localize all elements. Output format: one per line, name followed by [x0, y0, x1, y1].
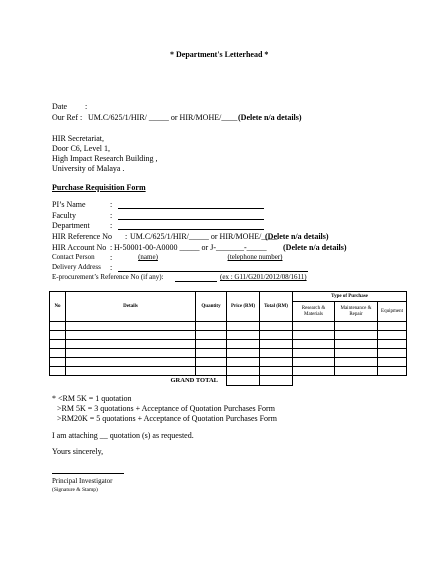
header-total: Total (RM) [260, 292, 293, 322]
grand-total-cell[interactable] [260, 376, 293, 386]
purchase-table [49, 291, 407, 386]
faculty-label: Faculty [52, 211, 76, 220]
contact-name[interactable]: (name) [138, 253, 158, 261]
pi-name-colon: : [110, 200, 113, 209]
quotation-rule-3: >RM20K = 5 quotations + Acceptance of Quotation Purchases Form [57, 414, 277, 423]
eproc-example: (ex : G11/G201/2012/08/1611) [220, 273, 307, 281]
date-label: Date [52, 102, 68, 111]
hir-ref-note: (Delete n/a details) [265, 232, 329, 241]
hir-ref-label: HIR Reference No [52, 232, 112, 241]
signature-note: (Signature & Stamp) [52, 487, 98, 493]
header-quantity: Quantity [196, 292, 227, 322]
form-title: Purchase Requisition Form [52, 183, 146, 192]
table-row[interactable] [50, 358, 407, 367]
date-colon: : [85, 102, 88, 111]
closing-text: Yours sincerely, [52, 447, 104, 456]
signatory-title: Principal Investigator [52, 477, 113, 485]
header-details: Details [66, 292, 196, 322]
header-no: No [50, 292, 66, 322]
delivery-colon: : [110, 263, 113, 272]
attaching-text: I am attaching __ quotation (s) as requested. [52, 431, 194, 440]
department-line[interactable] [118, 229, 264, 230]
address-line-4: University of Malaya . [52, 164, 125, 173]
letterhead-title: * Department's Letterhead * [170, 50, 269, 59]
table-row[interactable] [50, 340, 407, 349]
contact-colon: : [110, 253, 113, 262]
delivery-label: Delivery Address [52, 263, 101, 271]
pi-name-line[interactable] [118, 208, 264, 209]
ref-label: Our Ref [52, 113, 78, 122]
pi-name-label: PI’s Name [52, 200, 86, 209]
table-row[interactable] [50, 367, 407, 376]
header-equipment: Equipment [378, 302, 407, 322]
ref-value: UM.C/625/1/HIR/ _____ or HIR/MOHE/____ [88, 113, 238, 122]
header-type-of-purchase: Type of Purchase [293, 292, 407, 302]
hir-ref-value: UM.C/625/1/HIR/_____ or HIR/MOHE/____ [130, 232, 278, 241]
address-line-1: HIR Secretariat, [52, 134, 104, 143]
hir-acc-label: HIR Account No [52, 243, 107, 252]
grand-total-label: GRAND TOTAL [170, 377, 218, 385]
header-research: Research & Materials [293, 302, 335, 322]
hir-acc-colon: : [110, 243, 113, 252]
header-maintenance: Maintenance & Repair [335, 302, 378, 322]
faculty-line[interactable] [118, 219, 264, 220]
ref-note: (Delete n/a details) [238, 113, 302, 122]
ref-colon: : [80, 113, 83, 122]
department-label: Department [52, 221, 90, 230]
contact-phone[interactable]: (telephone number) [227, 253, 283, 261]
table-row[interactable] [50, 349, 407, 358]
faculty-colon: : [110, 211, 113, 220]
quotation-rule-1: * <RM 5K = 1 quotation [52, 394, 132, 403]
table-row[interactable] [50, 322, 407, 331]
address-line-2: Door C6, Level 1, [52, 144, 110, 153]
address-line-3: High Impact Research Building , [52, 154, 158, 163]
quotation-rule-2: >RM 5K = 3 quotations + Acceptance of Quotation Purchases Form [57, 404, 275, 413]
header-price: Price (RM) [227, 292, 260, 322]
eproc-label: E-procurement’s Reference No (if any): [52, 273, 164, 281]
table-row[interactable] [50, 331, 407, 340]
delivery-line[interactable] [118, 271, 308, 272]
hir-acc-value: H-50001-00-A0000 _____ or J-_______-_____ [114, 243, 267, 252]
signature-line[interactable] [52, 473, 124, 474]
contact-label: Contact Person [52, 253, 95, 261]
hir-ref-colon: : [125, 232, 128, 241]
eproc-line[interactable] [175, 281, 217, 282]
department-colon: : [110, 221, 113, 230]
hir-acc-note: (Delete n/a details) [283, 243, 347, 252]
